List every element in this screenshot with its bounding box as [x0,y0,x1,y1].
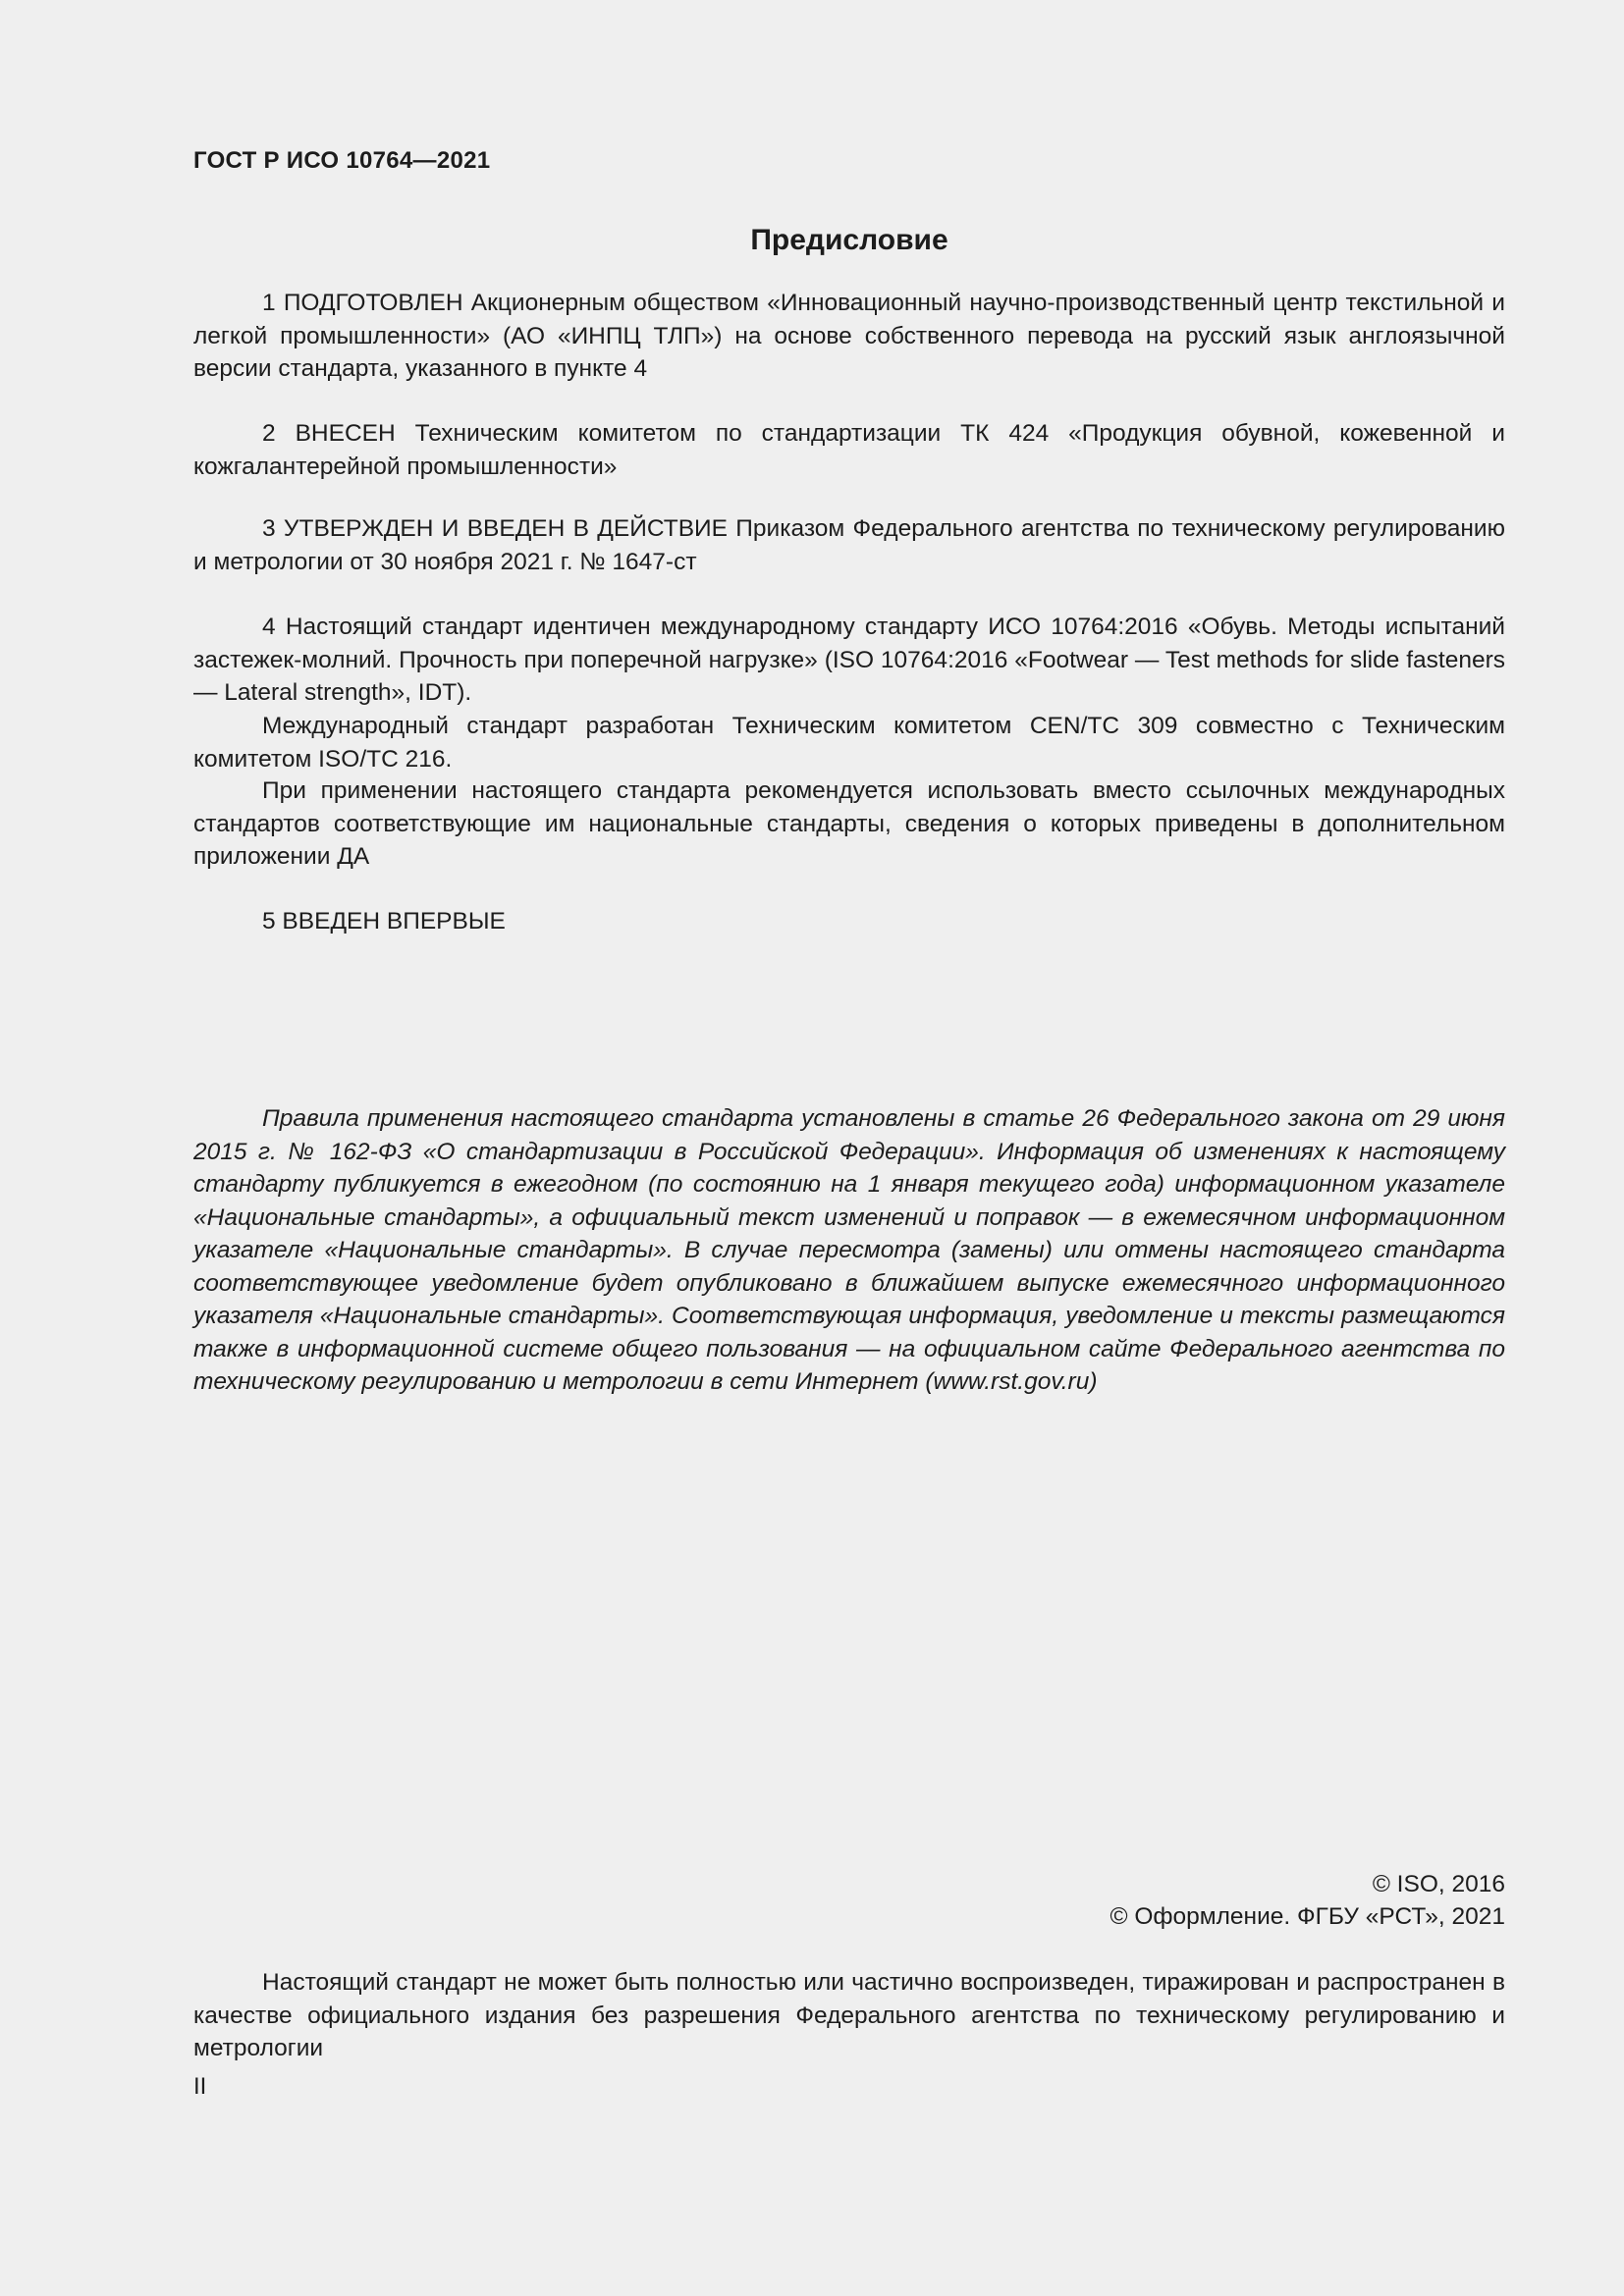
reproduction-notice: Настоящий стандарт не может быть полностью или частично воспроизведен, тиражирован и распространен в качестве официального издания без разрешения Федерального агентства по техническому регулированию и метрологии [193,1969,1505,2061]
document-page [193,0,1505,2296]
page-number: II [193,2073,207,2100]
copyright-design: © Оформление. ФГБУ «РСТ», 2021 [1110,1903,1505,1930]
copyright-iso: © ISO, 2016 [1372,1871,1505,1897]
page-title: Предисловие [750,224,948,256]
foreword-item-2: 2 ВНЕСЕН Техническим комитетом по стандартизации ТК 424 «Продукция обувной, кожевенной и кожгалантерейной промышленности» [193,420,1505,480]
foreword-item-3: 3 УТВЕРЖДЕН И ВВЕДЕН В ДЕЙСТВИЕ Приказом Федерального агентства по техническому регулированию и метрологии от 30 ноября 2021 г. № 1647-ст [193,515,1505,575]
standard-code: ГОСТ Р ИСО 10764—2021 [193,147,491,174]
foreword-item-1: 1 ПОДГОТОВЛЕН Акционерным обществом «Инновационный научно-производственный центр текстильной и легкой промышленности» (АО «ИНПЦ ТЛП») на основе собственного перевода на русский язык англоязычной версии стандарта, указанного в пункте 4 [193,290,1505,382]
foreword-item-4-developer: Международный стандарт разработан Техническим комитетом CEN/TC 309 совместно с Техническим комитетом ISO/TC 216. [193,713,1505,773]
foreword-item-4: 4 Настоящий стандарт идентичен международному стандарту ИСО 10764:2016 «Обувь. Методы испытаний застежек-молний. Прочность при поперечной нагрузке» (ISO 10764:2016 «Footwear — Test methods for slide fasteners — Lateral strength», IDT). [193,614,1505,706]
rules-notice: Правила применения настоящего стандарта установлены в статье 26 Федерального закона от 29 июня 2015 г. № 162-ФЗ «О стандартизации в Российской Федерации». Информация об изменениях к настоящему стандарту публикуется в ежегодном (по состоянию на 1 января текущего года) информационном указателе «Национальные стандарты», а официальный текст изменений и поправок — в ежемесячном информационном указателе «Национальные стандарты». В случае пересмотра (замены) или отмены настоящего стандарта соответствующее уведомление будет опубликовано в ближайшем выпуске ежемесячного информационного указателя «Национальные стандарты». Соответствующая информация, уведомление и тексты размещаются также в информационной системе общего пользования — на официальном сайте Федерального агентства по техническому регулированию и метрологии в сети Интернет (www.rst.gov.ru) [193,1105,1505,1395]
foreword-item-4-application: При применении настоящего стандарта рекомендуется использовать вместо ссылочных международных стандартов соответствующие им национальные стандарты, сведения о которых приведены в дополнительном приложении ДА [193,777,1505,870]
foreword-item-5: 5 ВВЕДЕН ВПЕРВЫЕ [262,908,506,934]
